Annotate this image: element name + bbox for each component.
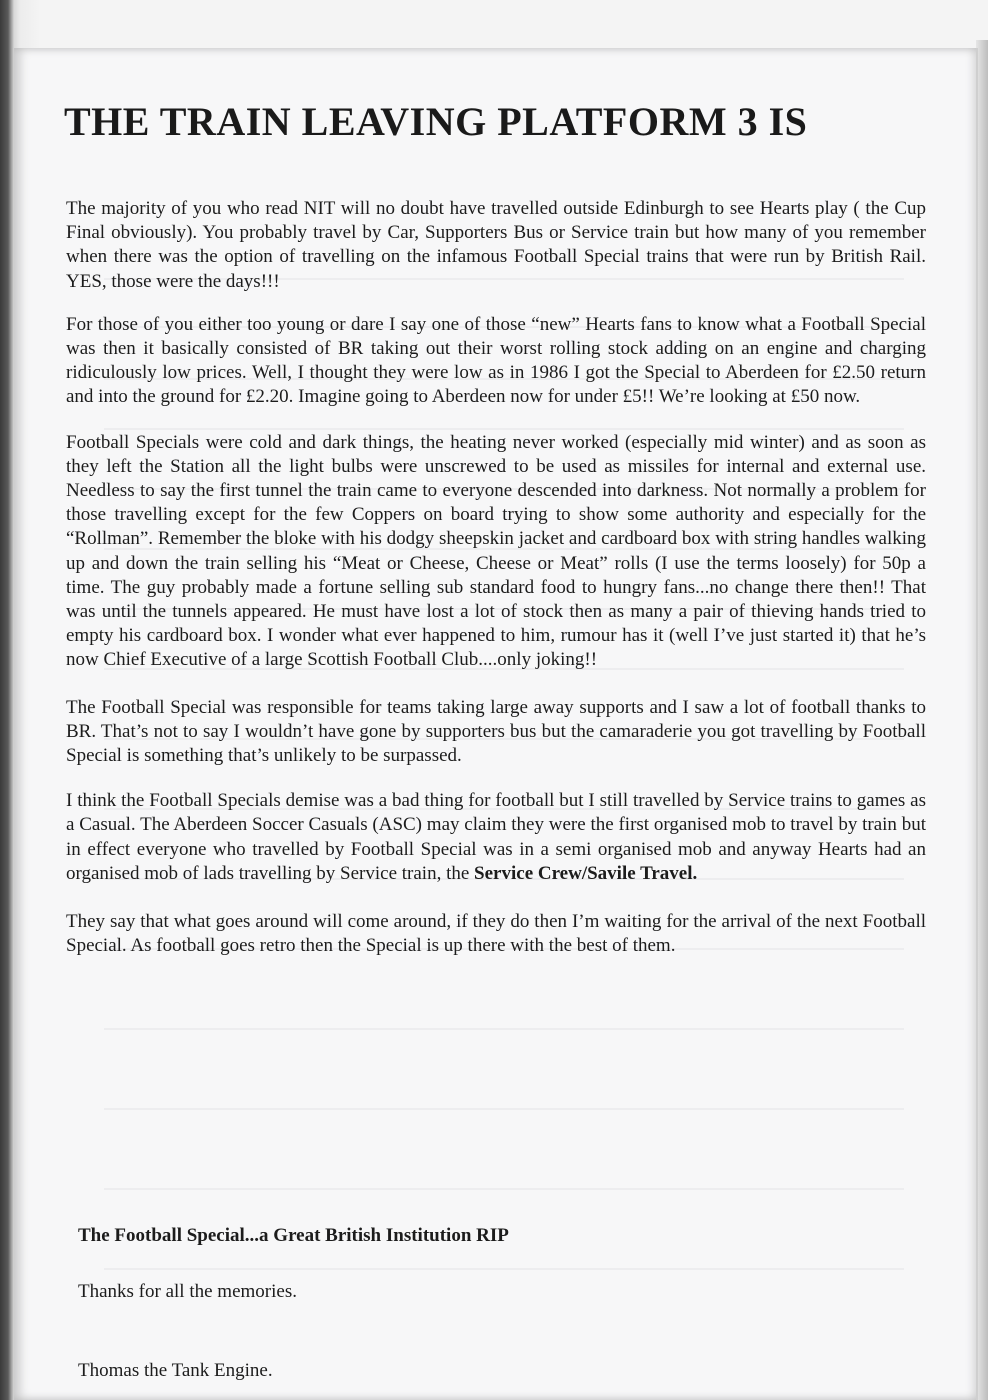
- paragraph-4: The Football Special was responsible for teams taking large away supports and I saw a lot of football thanks to BR. That’s not to say I wouldn’t have gone by supporters bus but the camaraderie you got travelling by Football Special is something that’s unlikely to be surpassed.: [66, 696, 926, 767]
- article-body: [66, 197, 926, 980]
- paragraph-3: Football Specials were cold and dark things, the heating never worked (especially mid winter) and as soon as they left the Station all the light bulbs were unscrewed to be used as missiles for internal and external use. Needless to say the first tunnel the train came to everyone descended into darkness. Not normally a problem for those travelling except for the few Coppers on board trying to show some authority and especially for the “Rollman”. Remember the bloke with his dodgy sheepskin jacket and cardboard box with string handles walking up and down the train selling his “Meat or Cheese, Cheese or Meat” rolls (I use the terms loosely) for 50p a time. The guy probably made a fortune selling sub standard food to hungry fans...no change there then!! That was until the tunnels appeared. He must have lost a lot of stock then as many a pair of thieving hands tried to empty his cardboard box. I wonder what ever happened to him, rumour has it (well I’ve just started it) that he’s now Chief Executive of a large Scottish Football Club....only joking!!: [66, 431, 926, 671]
- paragraph-5-text: I think the Football Specials demise was a bad thing for football but I still travelled by Service trains to games as a Casual. The Aberdeen Soccer Casuals (ASC) may claim they were the first organised mob to travel by train but in effect everyone who travelled by Football Special was in a semi organised mob and anyway Hearts had an organised mob of lads travelling by Service train, the: [66, 790, 926, 884]
- thanks-line: Thanks for all the memories.: [78, 1281, 297, 1302]
- paragraph-1: The majority of you who read NIT will no doubt have travelled outside Edinburgh to see Hearts play ( the Cup Final obviously). You probably travel by Car, Supporters Bus or Service train but how many of you remember when there was the option of travelling on the infamous Football Special trains that were run by British Rail. YES, those were the days!!!: [66, 198, 926, 292]
- article-title: THE TRAIN LEAVING PLATFORM 3 IS: [64, 99, 808, 144]
- paragraph-2: For those of you either too young or dare I say one of those “new” Hearts fans to know what a Football Special was then it basically consisted of BR taking out their worst rolling stock adding on an engine and charging ridiculously low prices. Well, I thought they were low as in 1986 I got the Special to Aberdeen for £2.50 return and into the ground for £2.20. Imagine going to Aberdeen now for under £5!! We’re looking at £50 now.: [66, 313, 926, 408]
- paragraph-5: [66, 789, 926, 886]
- paragraph-6: They say that what goes around will come around, if they do then I’m waiting for the arrival of the next Football Special. As football goes retro then the Special is up there with the best of them.: [66, 911, 926, 957]
- crew-name: Service Crew/Savile Travel.: [474, 862, 698, 884]
- closing-line: The Football Special...a Great British Institution RIP: [78, 1225, 509, 1246]
- author-signoff: Thomas the Tank Engine.: [78, 1360, 273, 1381]
